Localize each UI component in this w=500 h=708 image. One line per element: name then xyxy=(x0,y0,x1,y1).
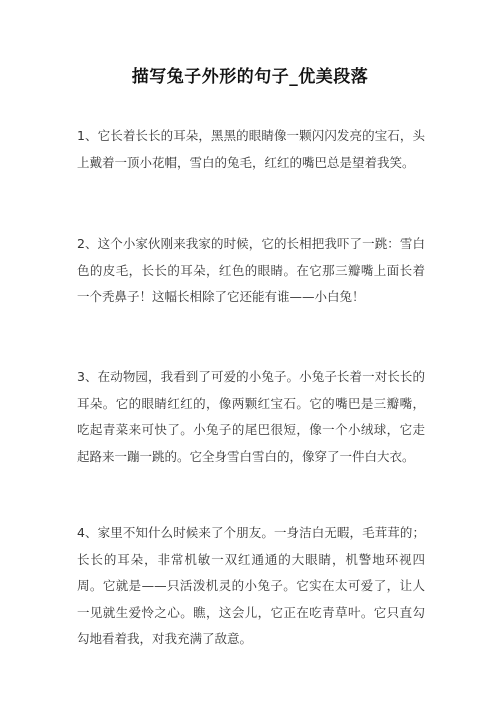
paragraph-3: 3、在动物园，我看到了可爱的小兔子。小兔子长着一对长长的耳朵。它的眼睛红红的，像两颗红宝石。它的嘴巴是三瓣嘴，吃起青菜来可快了。小兔子的尾巴很短，像一个小绒球，它走起路来一蹦一跳的。它全身雪白雪白的，像穿了一件白大衣。 xyxy=(77,369,425,464)
paragraph-1: 1、它长着长长的耳朵，黑黑的眼睛像一颗闪闪发亮的宝石，头上戴着一顶小花帽，雪白的兔毛，红红的嘴巴总是望着我笑。 xyxy=(77,128,425,170)
document-title: 描写兔子外形的句子_优美段落 xyxy=(131,67,369,87)
paragraph-2: 2、这个小家伙刚来我家的时候，它的长相把我吓了一跳：雪白色的皮毛，长长的耳朵，红色的眼睛。在它那三瓣嘴上面长着一个秃鼻子！这幅长相除了它还能有谁——小白兔！ xyxy=(77,236,425,304)
paragraph-4: 4、家里不知什么时候来了个朋友。一身洁白无暇，毛茸茸的；长长的耳朵，非常机敏一双红通通的大眼睛，机警地环视四周。它就是——只活泼机灵的小兔子。它实在太可爱了，让人一见就生爱怜之心。瞧，这会儿，它正在吃青草叶。它只直勾勾地看着我，对我充满了敌意。 xyxy=(77,525,425,646)
